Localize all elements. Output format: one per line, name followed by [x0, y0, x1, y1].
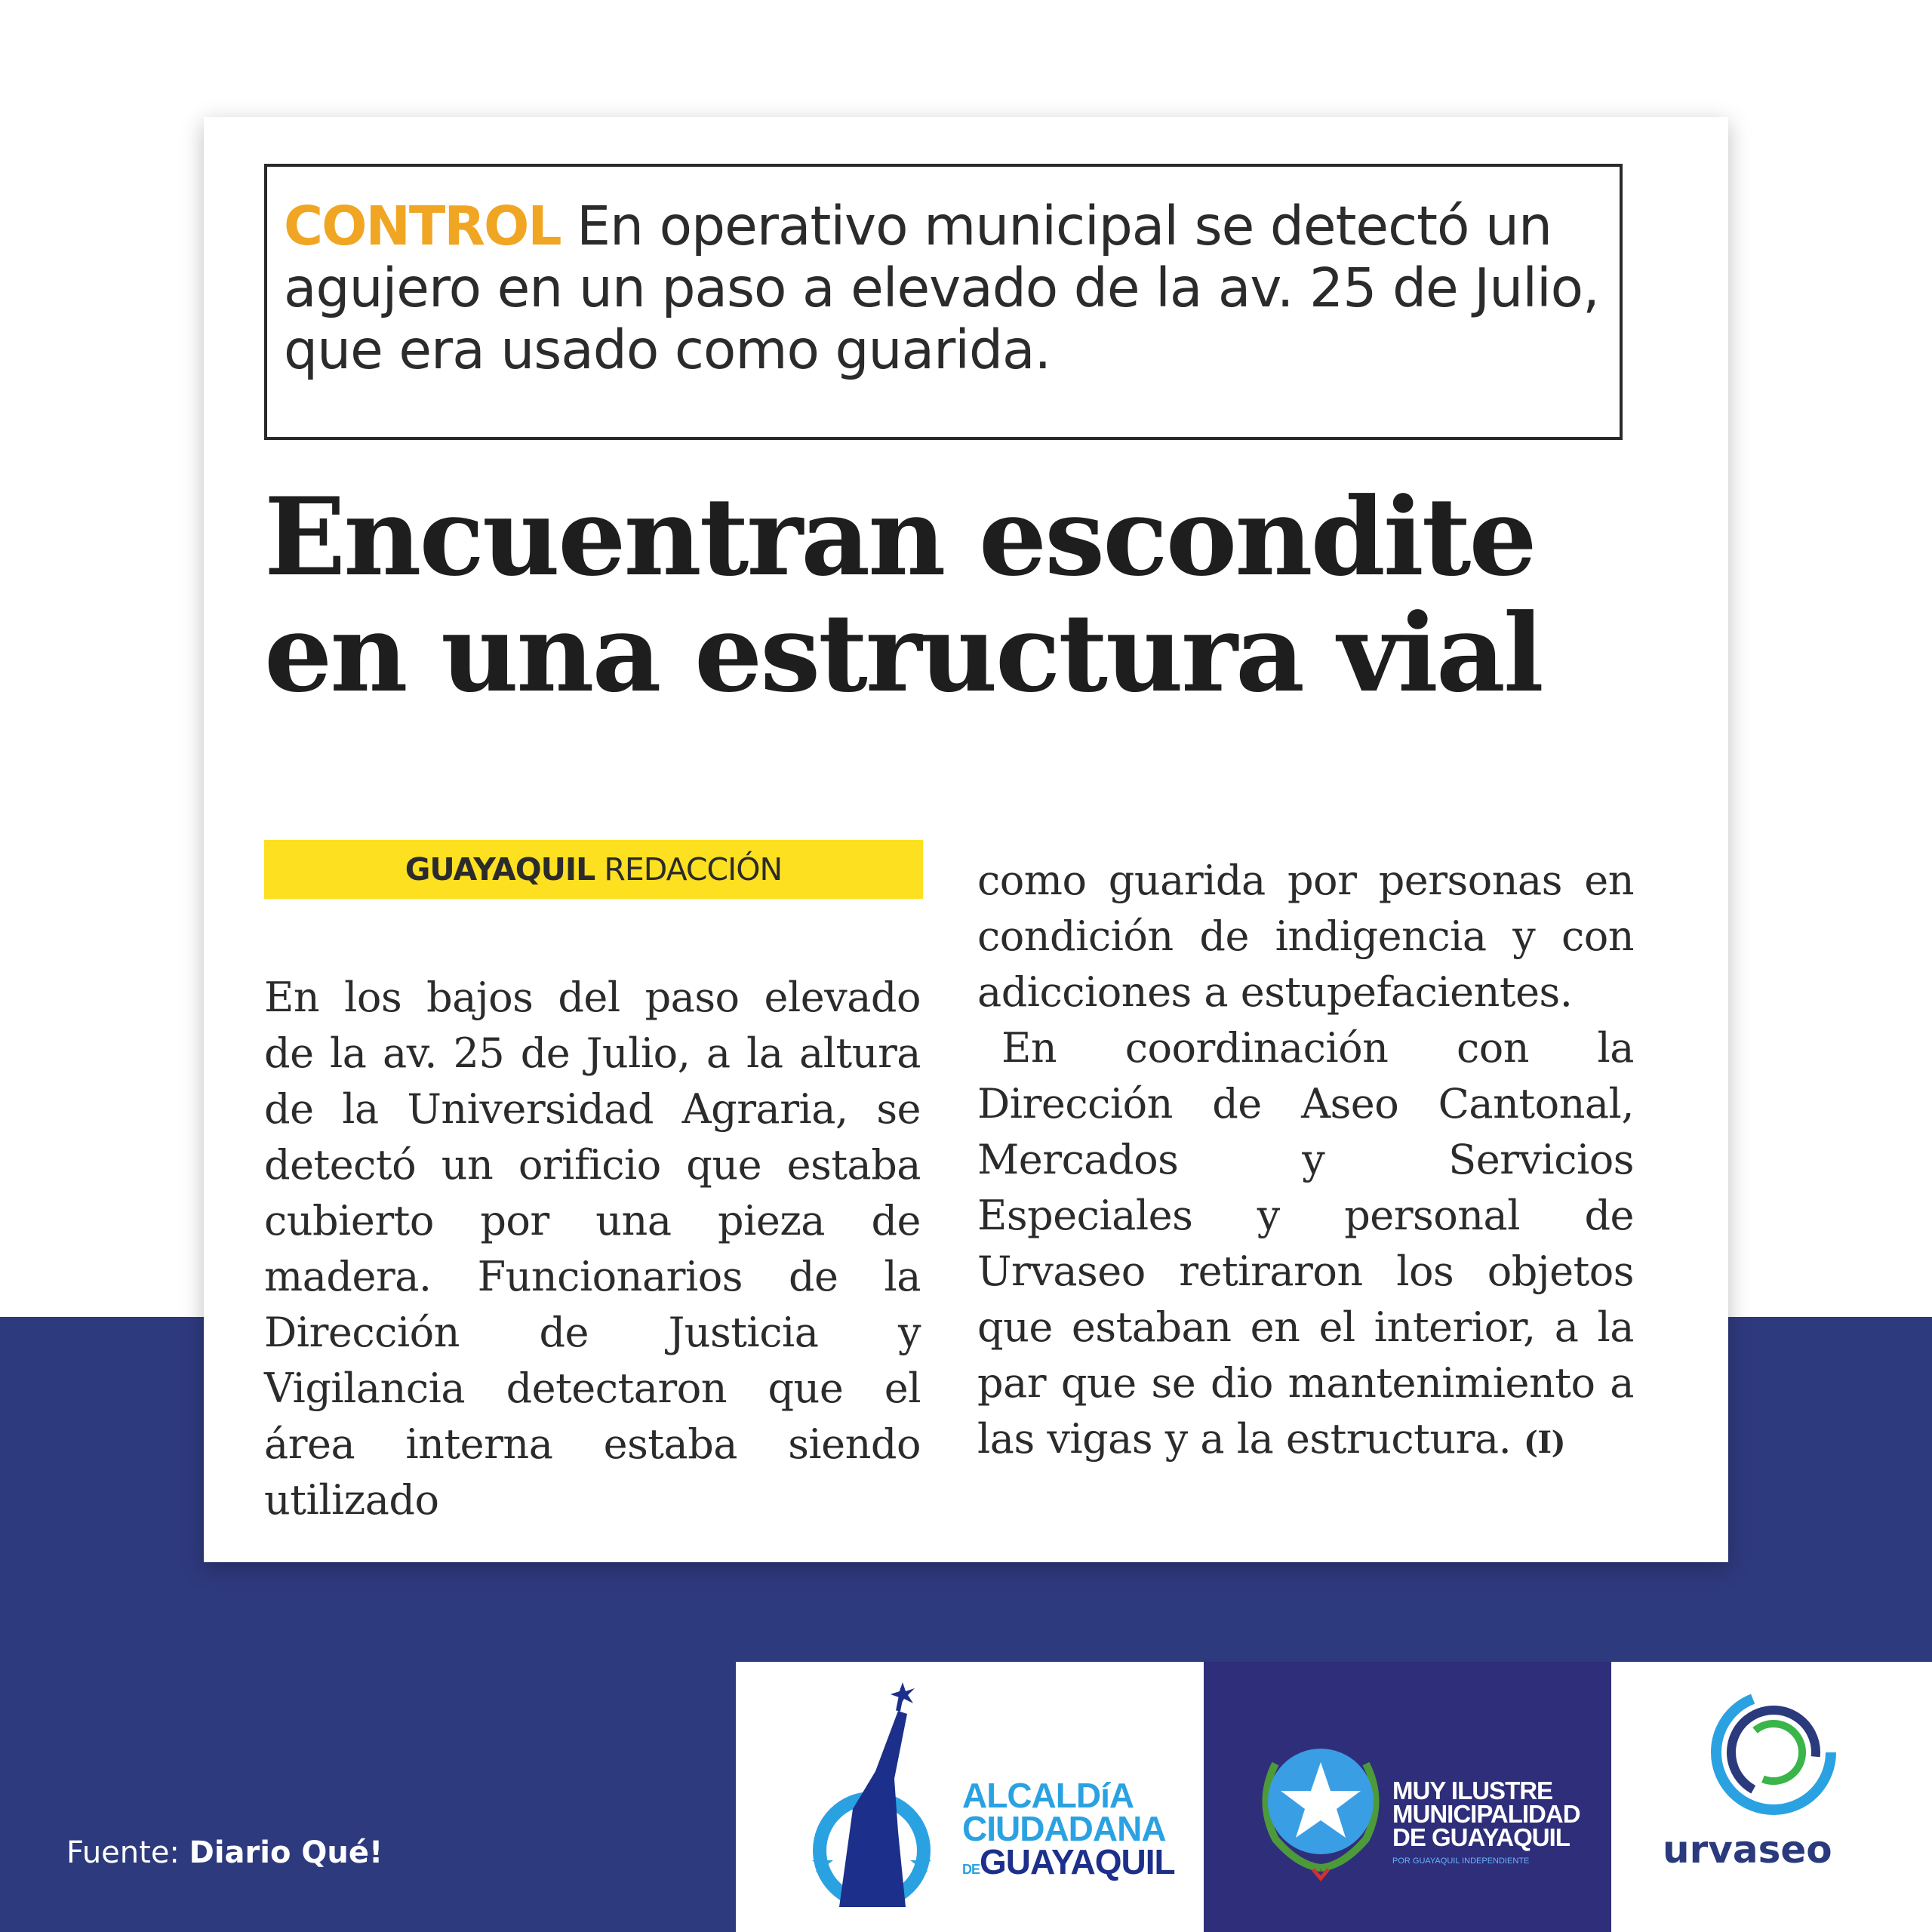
alcaldia-line-3	[962, 1842, 1175, 1886]
body-column-1	[264, 970, 921, 1528]
lead-box	[264, 164, 1623, 440]
municipalidad-line-3: DE GUAYAQUIL	[1392, 1823, 1570, 1851]
end-mark: (I)	[1523, 1425, 1566, 1460]
alcaldia-wordmark	[962, 1776, 1175, 1886]
body-paragraph: como guarida por personas en condición de indigencia y con adicciones a estupefacientes.	[977, 857, 1634, 1016]
urvaseo-logo-panel	[1611, 1662, 1932, 1932]
alcaldia-line-1: ALCALDíA	[962, 1776, 1134, 1815]
torch-statue-icon	[792, 1681, 958, 1907]
star-laurel-seal-icon	[1245, 1718, 1396, 1884]
alcaldia-de: DE	[962, 1862, 980, 1877]
byline	[264, 840, 923, 899]
swirl-rings-icon	[1706, 1684, 1841, 1820]
body-column-2	[977, 853, 1634, 1471]
body-paragraph-text: En coordinación con la Dirección de Aseo Cantonal, Mercados y Servicios Especiales y personal de Urvaseo retiraron los objetos que estaban en el interior, a la par que se dio mantenimiento a las vigas y a la estructura.	[977, 1024, 1634, 1463]
byline-place: GUAYAQUIL	[405, 851, 595, 888]
source-credit	[66, 1835, 383, 1870]
newspaper-clipping	[204, 117, 1728, 1562]
municipalidad-line-1: MUY ILUSTRE	[1392, 1777, 1553, 1804]
headline	[264, 475, 1653, 716]
municipalidad-tagline: POR GUAYAQUIL INDEPENDIENTE	[1392, 1857, 1530, 1866]
alcaldia-city: GUAYAQUIL	[980, 1842, 1175, 1881]
alcaldia-line-2: CIUDADANA	[962, 1809, 1166, 1848]
lead-tag: CONTROL	[284, 195, 561, 257]
source-name: Diario Qué!	[189, 1835, 383, 1870]
alcaldia-logo-panel	[736, 1662, 1204, 1932]
municipalidad-wordmark	[1392, 1779, 1580, 1849]
source-label: Fuente:	[66, 1835, 180, 1870]
byline-author: REDACCIÓN	[604, 851, 783, 888]
lead-text: En operativo municipal se detectó un agujero en un paso a elevado de la av. 25 de Julio, que era usado como guarida.	[284, 195, 1599, 381]
body-paragraph: En los bajos del paso elevado de la av. 25 de Julio, a la altura de la Universidad Agraria, se detectó un orificio que estaba cubierto por una pieza de madera. Funcionarios de la Dirección de Justicia y Vigilancia detectaron que el área interna estaba siendo utilizado	[264, 974, 921, 1524]
headline-line-1: Encuentran escondite	[264, 475, 1535, 600]
headline-line-2: en una estructura vial	[264, 591, 1542, 716]
municipalidad-line-2: MUNICIPALIDAD	[1392, 1800, 1580, 1828]
municipalidad-logo-panel	[1204, 1662, 1611, 1932]
urvaseo-wordmark: urvaseo	[1663, 1828, 1832, 1872]
body-paragraph	[977, 1020, 1634, 1471]
